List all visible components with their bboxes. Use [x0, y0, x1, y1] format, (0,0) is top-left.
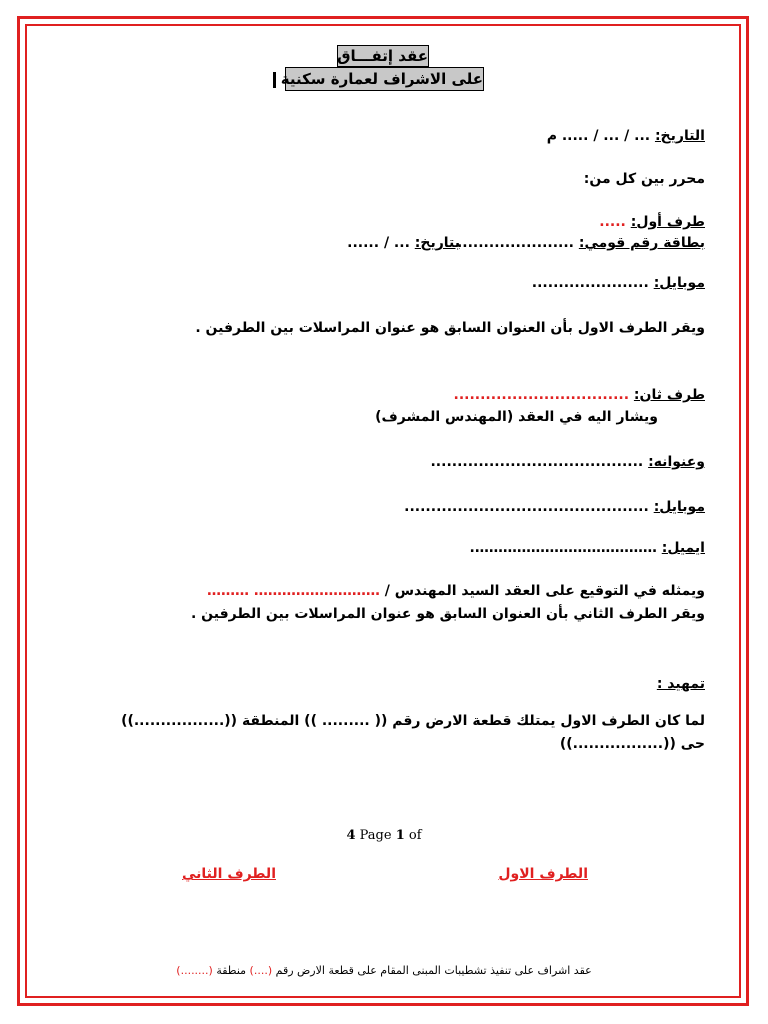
signature-first-party: الطرف الاول	[498, 866, 588, 882]
footer-text: عقد اشراف على تنفيذ تشطيبات المبنى المقام على قطعة الارض رقم	[275, 964, 592, 977]
page-current: 1	[395, 828, 405, 843]
footer-area-value: (........)	[176, 964, 213, 977]
second-party-line	[454, 387, 705, 403]
second-party-address-statement: ويقر الطرف الثاني بأن العنوان السابق هو عنوان المراسلات بين الطرفين .	[190, 606, 705, 622]
second-party-referred-as: ويشار اليه في العقد (المهندس المشرف)	[375, 409, 658, 425]
mobile-label: موبايل:	[653, 275, 705, 291]
contract-subtitle-text: على الاشراف لعمارة سكنية	[280, 70, 483, 88]
id-date-value: ... / ......	[347, 235, 410, 251]
page-total: 4	[346, 828, 356, 843]
first-party-mobile	[532, 275, 705, 291]
second-party-address	[430, 454, 705, 470]
written-between: محرر بين كل من:	[583, 171, 705, 187]
first-party-line	[599, 214, 705, 230]
second-party-label: طرف ثان:	[633, 387, 705, 403]
preamble-heading: تمهيد :	[656, 676, 705, 692]
preamble-line-1: لما كان الطرف الاول يمتلك قطعة الارض رقم (( ......... )) المنطقة ((.................))	[121, 713, 705, 729]
page-word: Page	[359, 828, 392, 843]
address-value: ........................................	[430, 454, 644, 470]
id-label: بطاقة رقم قومي:	[578, 235, 705, 251]
representative-text: ويمثله في التوقيع على العقد السيد المهندس /	[384, 583, 705, 599]
first-party-id	[457, 235, 705, 251]
second-party-email	[470, 540, 705, 556]
signature-second-party: الطرف الثاني	[182, 866, 276, 882]
preamble-line-2: حى ((.................))	[559, 736, 705, 752]
mobile-label: موبايل:	[653, 499, 705, 515]
address-label: وعنوانه:	[648, 454, 705, 470]
second-party-representative	[207, 583, 705, 599]
first-party-id-date	[347, 235, 460, 251]
id-date-label: بتاريخ:	[414, 235, 460, 251]
first-party-label: طرف أول:	[630, 214, 705, 230]
id-value: ......................	[456, 235, 574, 251]
page-footer	[0, 964, 768, 977]
representative-value: ……………………… ………	[206, 583, 380, 599]
second-party-value: .................................	[453, 387, 630, 403]
first-party-address-statement: ويقر الطرف الاول بأن العنوان السابق هو عنوان المراسلات بين الطرفين .	[195, 320, 705, 336]
footer-plot-value: (....)	[249, 964, 273, 977]
of-word: of	[408, 828, 422, 843]
contract-subtitle	[280, 67, 484, 91]
email-label: ايميل:	[661, 540, 705, 556]
mobile-value: ..............................................	[404, 499, 649, 515]
first-party-value: .....	[599, 214, 626, 230]
email-value: ………………………………….	[469, 540, 657, 556]
contract-title-text: عقد إتفـــاق	[337, 47, 428, 65]
date-line	[547, 128, 705, 144]
footer-area-label: منطقة	[216, 964, 247, 977]
date-value: ... / ... / ..... م	[546, 128, 651, 144]
page-number	[0, 828, 768, 843]
mobile-value: ......................	[531, 275, 649, 291]
second-party-mobile	[404, 499, 705, 515]
contract-title	[337, 45, 429, 67]
title-marker	[273, 72, 276, 88]
date-label: التاريخ:	[654, 128, 705, 144]
